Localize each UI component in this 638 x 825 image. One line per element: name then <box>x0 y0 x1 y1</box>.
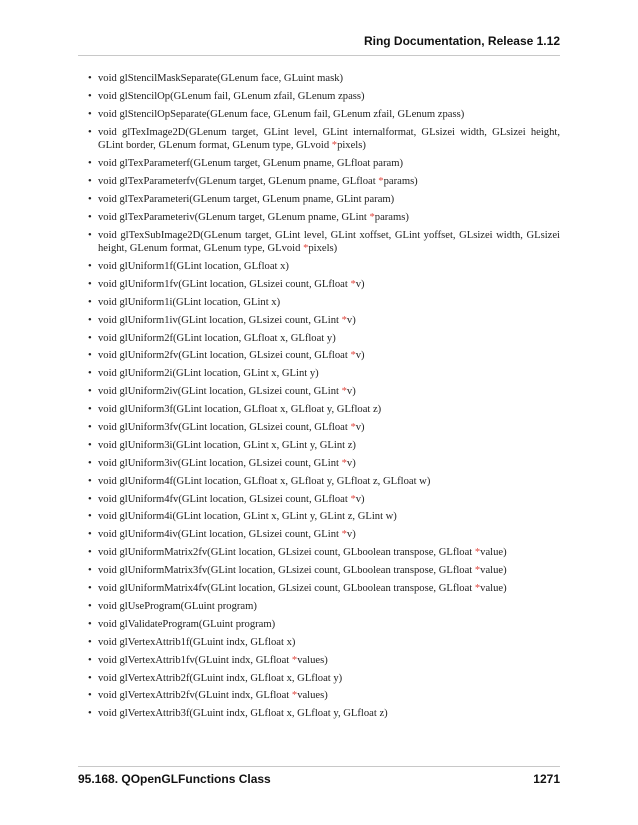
bullet: • <box>88 708 92 720</box>
section-title: 95.168. QOpenGLFunctions Class <box>78 772 271 786</box>
list-item <box>78 126 560 153</box>
signature-text: v) <box>346 457 356 469</box>
list-item <box>78 618 560 632</box>
bullet: • <box>88 422 92 434</box>
pointer-asterisk: * <box>350 493 356 505</box>
signature-text: void glUniform4f(GLint location, GLfloat x, GLfloat y, GLfloat z, GLfloat w) <box>98 475 431 487</box>
pointer-asterisk: * <box>341 529 347 541</box>
page-number: 1271 <box>533 772 560 786</box>
bullet: • <box>88 158 92 170</box>
bullet: • <box>88 404 92 416</box>
list-item <box>78 493 560 507</box>
list-item <box>78 72 560 86</box>
bullet: • <box>88 211 92 223</box>
footer-divider <box>78 766 560 767</box>
signature-text: value) <box>480 583 507 595</box>
list-item <box>78 260 560 274</box>
bullet: • <box>88 90 92 102</box>
list-item <box>78 582 560 596</box>
pointer-asterisk: * <box>291 654 298 666</box>
pointer-asterisk: * <box>350 350 356 362</box>
list-item <box>78 689 560 703</box>
bullet: • <box>88 672 92 684</box>
list-item <box>78 90 560 104</box>
list-item <box>78 636 560 650</box>
bullet: • <box>88 314 92 326</box>
bullet: • <box>88 175 92 187</box>
signature-text: values) <box>297 690 328 702</box>
bullet: • <box>88 368 92 380</box>
bullet: • <box>88 547 92 559</box>
signature-text: void glVertexAttrib1f(GLuint indx, GLfloat x) <box>98 636 296 648</box>
signature-text: void glUniform4i(GLint location, GLint x, GLint y, GLint z, GLint w) <box>98 511 397 523</box>
list-item <box>78 314 560 328</box>
signature-text: void glUniform1f(GLint location, GLfloat x) <box>98 261 289 273</box>
bullet: • <box>88 690 92 702</box>
function-list <box>78 72 560 725</box>
list-item <box>78 600 560 614</box>
signature-text: void glUniformMatrix3fv(GLint location, GLsizei count, GLboolean transpose, GLfloat <box>98 565 475 577</box>
bullet: • <box>88 261 92 273</box>
bullet: • <box>88 193 92 205</box>
pointer-asterisk: * <box>378 175 384 187</box>
list-item <box>78 211 560 225</box>
bullet: • <box>88 636 92 648</box>
signature-text: v) <box>355 278 365 290</box>
signature-text: void glStencilMaskSeparate(GLenum face, GLuint mask) <box>98 73 344 84</box>
bullet: • <box>88 386 92 398</box>
signature-text: void glUniformMatrix4fv(GLint location, GLsizei count, GLboolean transpose, GLfloat <box>98 583 475 595</box>
pointer-asterisk: * <box>303 243 309 255</box>
signature-text: v) <box>355 422 365 434</box>
bullet: • <box>88 529 92 541</box>
list-item <box>78 654 560 668</box>
list-item <box>78 421 560 435</box>
signature-text: void glTexImage2D(GLenum target, GLint level, GLint internalformat, GLsizei width, GLsizei height, GLint border, GLenum format, GLenum type, GLvoid <box>98 126 560 152</box>
signature-text: void glStencilOpSeparate(GLenum face, GLenum fail, GLenum zfail, GLenum zpass) <box>98 108 465 120</box>
signature-text: void glUniform3iv(GLint location, GLsizei count, GLint <box>98 457 342 469</box>
signature-text: v) <box>355 350 365 362</box>
pointer-asterisk: * <box>350 278 356 290</box>
list-item <box>78 157 560 171</box>
signature-text: void glUniform4iv(GLint location, GLsizei count, GLint <box>98 529 342 541</box>
pointer-asterisk: * <box>341 314 347 326</box>
signature-text: void glTexSubImage2D(GLenum target, GLint level, GLint xoffset, GLint yoffset, GLsizei width, GLsizei height, GLenum format, GLenum type, GLvoid <box>98 229 560 255</box>
bullet: • <box>88 565 92 577</box>
bullet: • <box>88 73 92 84</box>
signature-text: value) <box>480 547 507 559</box>
list-item <box>78 528 560 542</box>
bullet: • <box>88 126 92 138</box>
bullet: • <box>88 493 92 505</box>
signature-text: void glStencilOp(GLenum fail, GLenum zfail, GLenum zpass) <box>98 90 365 102</box>
list-item <box>78 193 560 207</box>
signature-text: params) <box>383 175 418 187</box>
signature-text: void glUniform2i(GLint location, GLint x, GLint y) <box>98 368 319 380</box>
bullet: • <box>88 296 92 308</box>
list-item <box>78 332 560 346</box>
bullet: • <box>88 439 92 451</box>
signature-text: void glUniform1fv(GLint location, GLsizei count, GLfloat <box>98 278 351 290</box>
list-item <box>78 564 560 578</box>
pointer-asterisk: * <box>341 386 347 398</box>
list-item <box>78 475 560 489</box>
signature-text: pixels) <box>337 140 366 152</box>
signature-text: void glUniform1i(GLint location, GLint x) <box>98 296 281 308</box>
pointer-asterisk: * <box>474 565 481 577</box>
signature-text: void glVertexAttrib2fv(GLuint indx, GLfloat <box>98 690 292 702</box>
signature-text: void glUniform3fv(GLint location, GLsizei count, GLfloat <box>98 422 351 434</box>
signature-text: void glTexParameteri(GLenum target, GLenum pname, GLint param) <box>98 193 395 205</box>
signature-text: void glVertexAttrib1fv(GLuint indx, GLfloat <box>98 654 292 666</box>
signature-text: void glUseProgram(GLuint program) <box>98 600 257 612</box>
signature-text: void glVertexAttrib2f(GLuint indx, GLfloat x, GLfloat y) <box>98 672 343 684</box>
pointer-asterisk: * <box>331 140 338 152</box>
signature-text: void glUniform3i(GLint location, GLint x, GLint y, GLint z) <box>98 439 356 451</box>
signature-text: v) <box>346 314 356 326</box>
signature-text: void glUniformMatrix2fv(GLint location, GLsizei count, GLboolean transpose, GLfloat <box>98 547 475 559</box>
running-header: Ring Documentation, Release 1.12 <box>363 34 560 48</box>
header-divider <box>78 55 560 56</box>
list-item <box>78 707 560 721</box>
signature-text: v) <box>346 386 356 398</box>
list-item <box>78 349 560 363</box>
list-item <box>78 510 560 524</box>
list-item <box>78 367 560 381</box>
signature-text: values) <box>297 654 328 666</box>
bullet: • <box>88 618 92 630</box>
list-item <box>78 229 560 256</box>
signature-text: void glValidateProgram(GLuint program) <box>98 618 276 630</box>
signature-text: void glUniform1iv(GLint location, GLsizei count, GLint <box>98 314 342 326</box>
bullet: • <box>88 511 92 523</box>
bullet: • <box>88 583 92 595</box>
signature-text: void glUniform2fv(GLint location, GLsizei count, GLfloat <box>98 350 351 362</box>
list-item <box>78 546 560 560</box>
signature-text: params) <box>374 211 409 223</box>
signature-text: void glUniform4fv(GLint location, GLsizei count, GLfloat <box>98 493 351 505</box>
signature-text: void glTexParameterfv(GLenum target, GLenum pname, GLfloat <box>98 175 379 187</box>
signature-text: void glVertexAttrib3f(GLuint indx, GLfloat x, GLfloat y, GLfloat z) <box>98 708 388 720</box>
list-item <box>78 175 560 189</box>
list-item <box>78 457 560 471</box>
signature-text: pixels) <box>308 243 338 255</box>
list-item <box>78 385 560 399</box>
running-footer <box>78 772 560 786</box>
bullet: • <box>88 654 92 666</box>
list-item <box>78 439 560 453</box>
bullet: • <box>88 229 92 241</box>
list-item <box>78 296 560 310</box>
pointer-asterisk: * <box>341 457 347 469</box>
bullet: • <box>88 332 92 344</box>
bullet: • <box>88 600 92 612</box>
pointer-asterisk: * <box>369 211 375 223</box>
pointer-asterisk: * <box>474 547 481 559</box>
signature-text: void glUniform3f(GLint location, GLfloat x, GLfloat y, GLfloat z) <box>98 404 382 416</box>
signature-text: v) <box>355 493 365 505</box>
signature-text: v) <box>346 529 356 541</box>
bullet: • <box>88 350 92 362</box>
signature-text: void glUniform2iv(GLint location, GLsizei count, GLint <box>98 386 342 398</box>
bullet: • <box>88 457 92 469</box>
list-item <box>78 108 560 122</box>
list-item <box>78 278 560 292</box>
list-item <box>78 672 560 686</box>
pointer-asterisk: * <box>474 583 481 595</box>
signature-text: void glUniform2f(GLint location, GLfloat x, GLfloat y) <box>98 332 336 344</box>
signature-text: void glTexParameteriv(GLenum target, GLenum pname, GLint <box>98 211 370 223</box>
pointer-asterisk: * <box>291 690 298 702</box>
bullet: • <box>88 108 92 120</box>
bullet: • <box>88 475 92 487</box>
pointer-asterisk: * <box>350 422 356 434</box>
list-item <box>78 403 560 417</box>
signature-text: void glTexParameterf(GLenum target, GLenum pname, GLfloat param) <box>98 158 403 170</box>
signature-text: value) <box>480 565 507 577</box>
bullet: • <box>88 278 92 290</box>
